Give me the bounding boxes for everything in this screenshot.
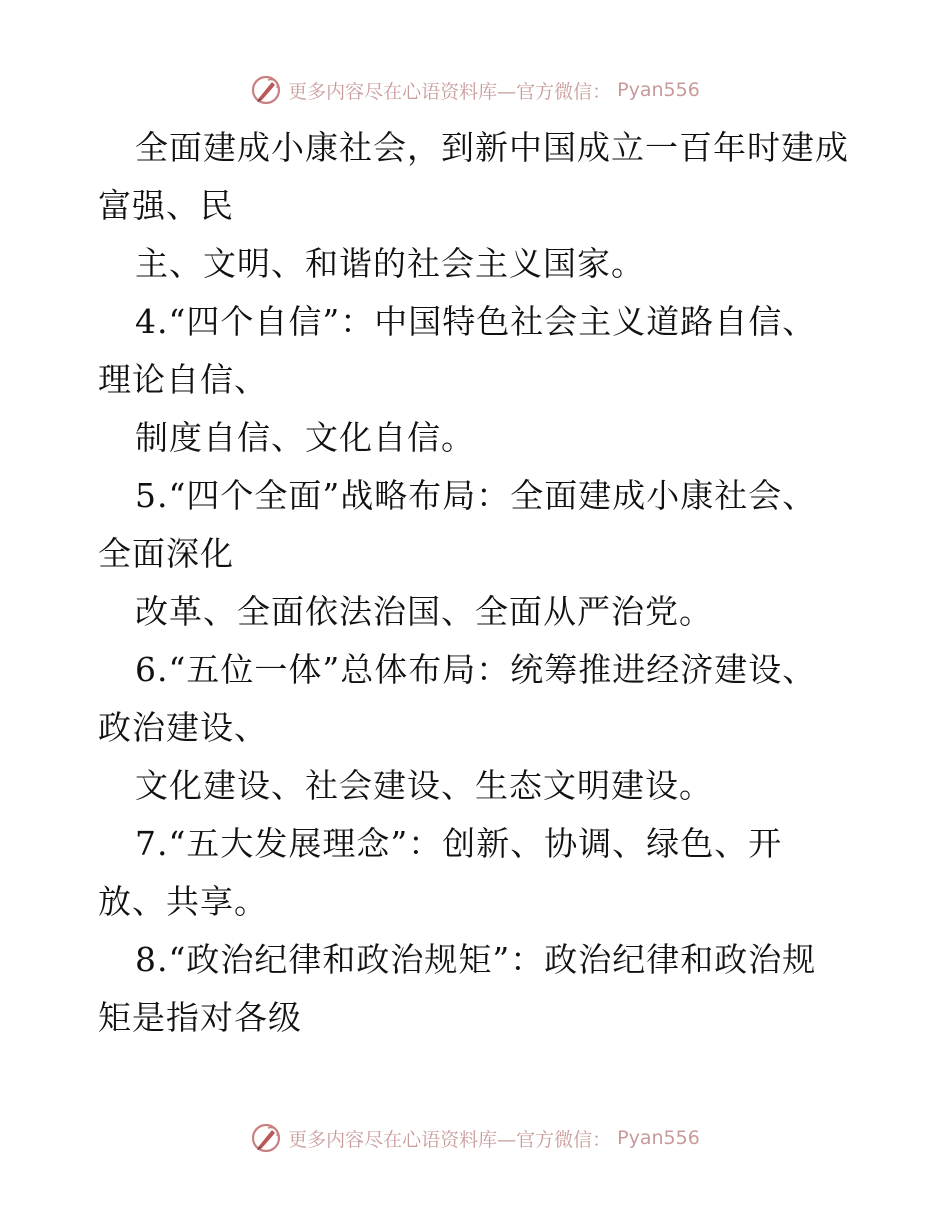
watermark-wechat-id: Pyan556 xyxy=(617,1127,700,1149)
paragraph-line: 矩是指对各级 xyxy=(98,998,302,1037)
quill-pen-logo-icon xyxy=(250,1122,282,1154)
paragraph-line: 7.“五大发展理念”：创新、协调、绿色、开 xyxy=(135,824,783,863)
quill-pen-logo-icon xyxy=(250,74,282,106)
paragraph-line: 政治建设、 xyxy=(98,708,268,747)
watermark-wechat-id: Pyan556 xyxy=(617,79,700,101)
paragraph-line: 4.“四个自信”：中国特色社会主义道路自信、 xyxy=(135,302,817,341)
watermark-text: 更多内容尽在心语资料库—官方微信： xyxy=(288,1128,612,1151)
paragraph-line: 放、共享。 xyxy=(98,882,268,921)
paragraph-line: 全面建成小康社会，到新中国成立一百年时建成 xyxy=(135,128,849,167)
paragraph-line: 5.“四个全面”战略布局：全面建成小康社会、 xyxy=(135,476,817,515)
paragraph-line: 制度自信、文化自信。 xyxy=(135,418,475,457)
paragraph-line: 改革、全面依法治国、全面从严治党。 xyxy=(135,592,713,631)
paragraph-line: 8.“政治纪律和政治规矩”：政治纪律和政治规 xyxy=(135,940,817,979)
header-watermark xyxy=(0,70,950,110)
paragraph-line: 全面深化 xyxy=(98,534,234,573)
paragraph-line: 理论自信、 xyxy=(98,360,268,399)
paragraph-line: 文化建设、社会建设、生态文明建设。 xyxy=(135,766,713,805)
paragraph-line: 富强、民 xyxy=(98,186,234,225)
footer-watermark xyxy=(0,1118,950,1158)
paragraph-line: 主、文明、和谐的社会主义国家。 xyxy=(135,244,645,283)
watermark-text: 更多内容尽在心语资料库—官方微信： xyxy=(288,80,612,103)
paragraph-line: 6.“五位一体”总体布局：统筹推进经济建设、 xyxy=(135,650,817,689)
